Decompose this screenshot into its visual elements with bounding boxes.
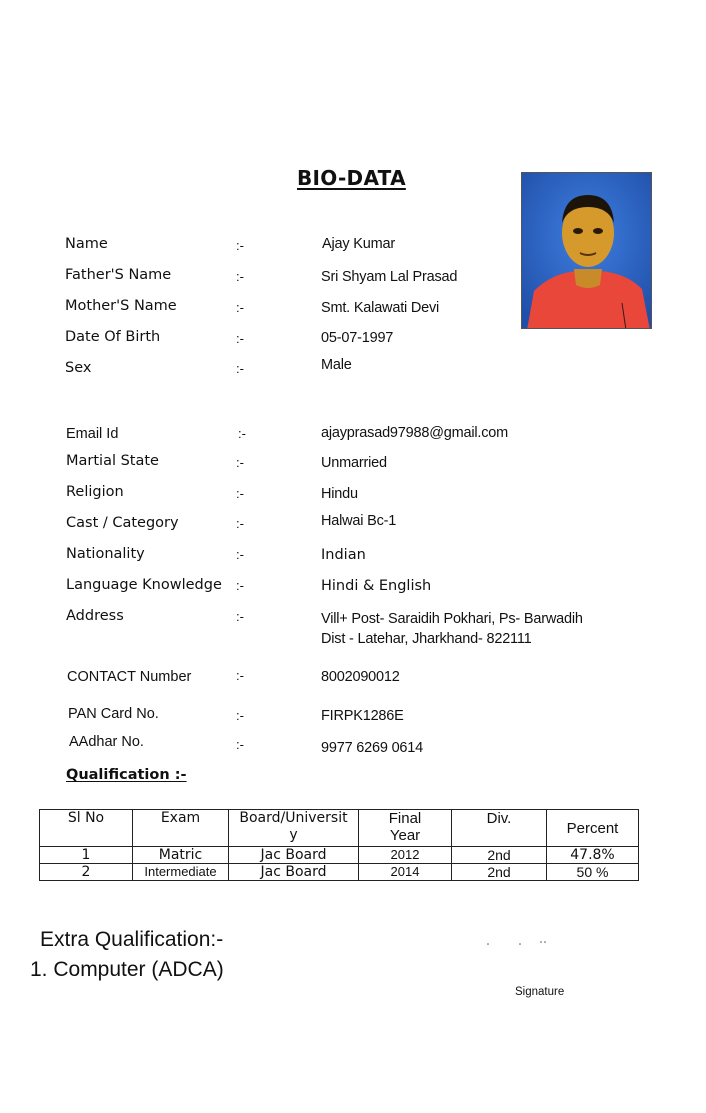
separator: :- [236, 578, 244, 593]
header-exam: Exam [133, 810, 229, 847]
cell-year: 2012 [359, 847, 452, 864]
separator: :- [236, 516, 244, 531]
separator: :- [238, 426, 246, 441]
label-nationality: Nationality [66, 546, 145, 562]
separator: :- [236, 455, 244, 470]
separator: :- [236, 547, 244, 562]
separator: :- [236, 331, 244, 346]
label-marital-state: Martial State [66, 453, 159, 469]
table-row [40, 864, 639, 881]
cell-div: 2nd [452, 847, 547, 864]
separator: :- [236, 737, 244, 752]
value-nationality: Indian [321, 547, 366, 563]
document-title: BIO-DATA [297, 166, 406, 190]
cell-exam: Matric [133, 847, 229, 864]
cell-sl-no: 1 [40, 847, 133, 864]
separator: :- [236, 238, 244, 253]
label-mother-name: Mother'S Name [65, 298, 177, 314]
cell-board: Jac Board [229, 864, 359, 881]
separator: :- [236, 486, 244, 501]
qualification-table [39, 809, 639, 881]
value-language-knowledge: Hindi & English [321, 578, 432, 594]
separator: :- [236, 668, 244, 683]
header-sl-no: Sl No [40, 810, 133, 847]
label-address: Address [66, 608, 124, 624]
label-email: Email Id [66, 426, 119, 442]
extra-qualification-item: 1. Computer (ADCA) [30, 958, 224, 981]
separator: :- [236, 708, 244, 723]
cell-year: 2014 [359, 864, 452, 881]
value-religion: Hindu [321, 486, 358, 502]
profile-photo [521, 172, 652, 329]
profile-photo-image [522, 173, 652, 329]
label-category: Cast / Category [66, 515, 179, 531]
header-div: Div. [452, 810, 547, 847]
cell-board: Jac Board [229, 847, 359, 864]
value-aadhar: 9977 6269 0614 [321, 740, 424, 756]
signature-mark [486, 940, 556, 946]
label-date-of-birth: Date Of Birth [65, 329, 161, 345]
header-year-line-1: Final [388, 810, 422, 827]
header-board-line-1: Board/Universit [239, 810, 348, 826]
value-category: Halwai Bc-1 [321, 513, 397, 529]
label-father-name: Father'S Name [65, 267, 172, 283]
value-father-name: Sri Shyam Lal Prasad [321, 269, 458, 285]
header-board [229, 810, 359, 847]
value-email: ajayprasad97988@gmail.com [321, 425, 509, 441]
table-row [40, 847, 639, 864]
cell-exam: Intermediate [133, 864, 229, 881]
separator: :- [236, 609, 244, 624]
value-address-line-2: Dist - Latehar, Jharkhand- 822111 [321, 631, 532, 647]
label-name: Name [65, 236, 108, 252]
label-religion: Religion [66, 484, 124, 500]
header-year-line-2: Year [389, 827, 421, 844]
value-contact-number: 8002090012 [321, 669, 400, 685]
label-sex: Sex [65, 360, 92, 376]
qualification-heading: Qualification :- [66, 767, 187, 783]
separator: :- [236, 269, 244, 284]
value-address-line-1: Vill+ Post- Saraidih Pokhari, Ps- Barwadih [321, 611, 583, 627]
value-marital-state: Unmarried [321, 455, 387, 471]
label-contact-number: CONTACT Number [67, 669, 192, 685]
label-aadhar: AAdhar No. [69, 734, 144, 750]
cell-sl-no: 2 [40, 864, 133, 881]
value-name: Ajay Kumar [322, 236, 395, 252]
cell-percent: 50 % [547, 864, 639, 881]
header-board-line-2: y [289, 827, 298, 843]
header-final-year [359, 810, 452, 847]
cell-div: 2nd [452, 864, 547, 881]
separator: :- [236, 300, 244, 315]
signature-label: Signature [515, 986, 565, 998]
cell-percent: 47.8% [547, 847, 639, 864]
value-date-of-birth: 05-07-1997 [321, 330, 394, 346]
value-pan-card: FIRPK1286E [321, 708, 404, 724]
separator: :- [236, 361, 244, 376]
extra-qualification-title: Extra Qualification:- [40, 928, 224, 951]
table-header-row [40, 810, 639, 847]
value-mother-name: Smt. Kalawati Devi [321, 300, 440, 316]
value-sex: Male [321, 357, 352, 373]
label-language-knowledge: Language Knowledge [66, 577, 222, 593]
label-pan-card: PAN Card No. [68, 706, 159, 722]
header-percent: Percent [547, 810, 639, 847]
